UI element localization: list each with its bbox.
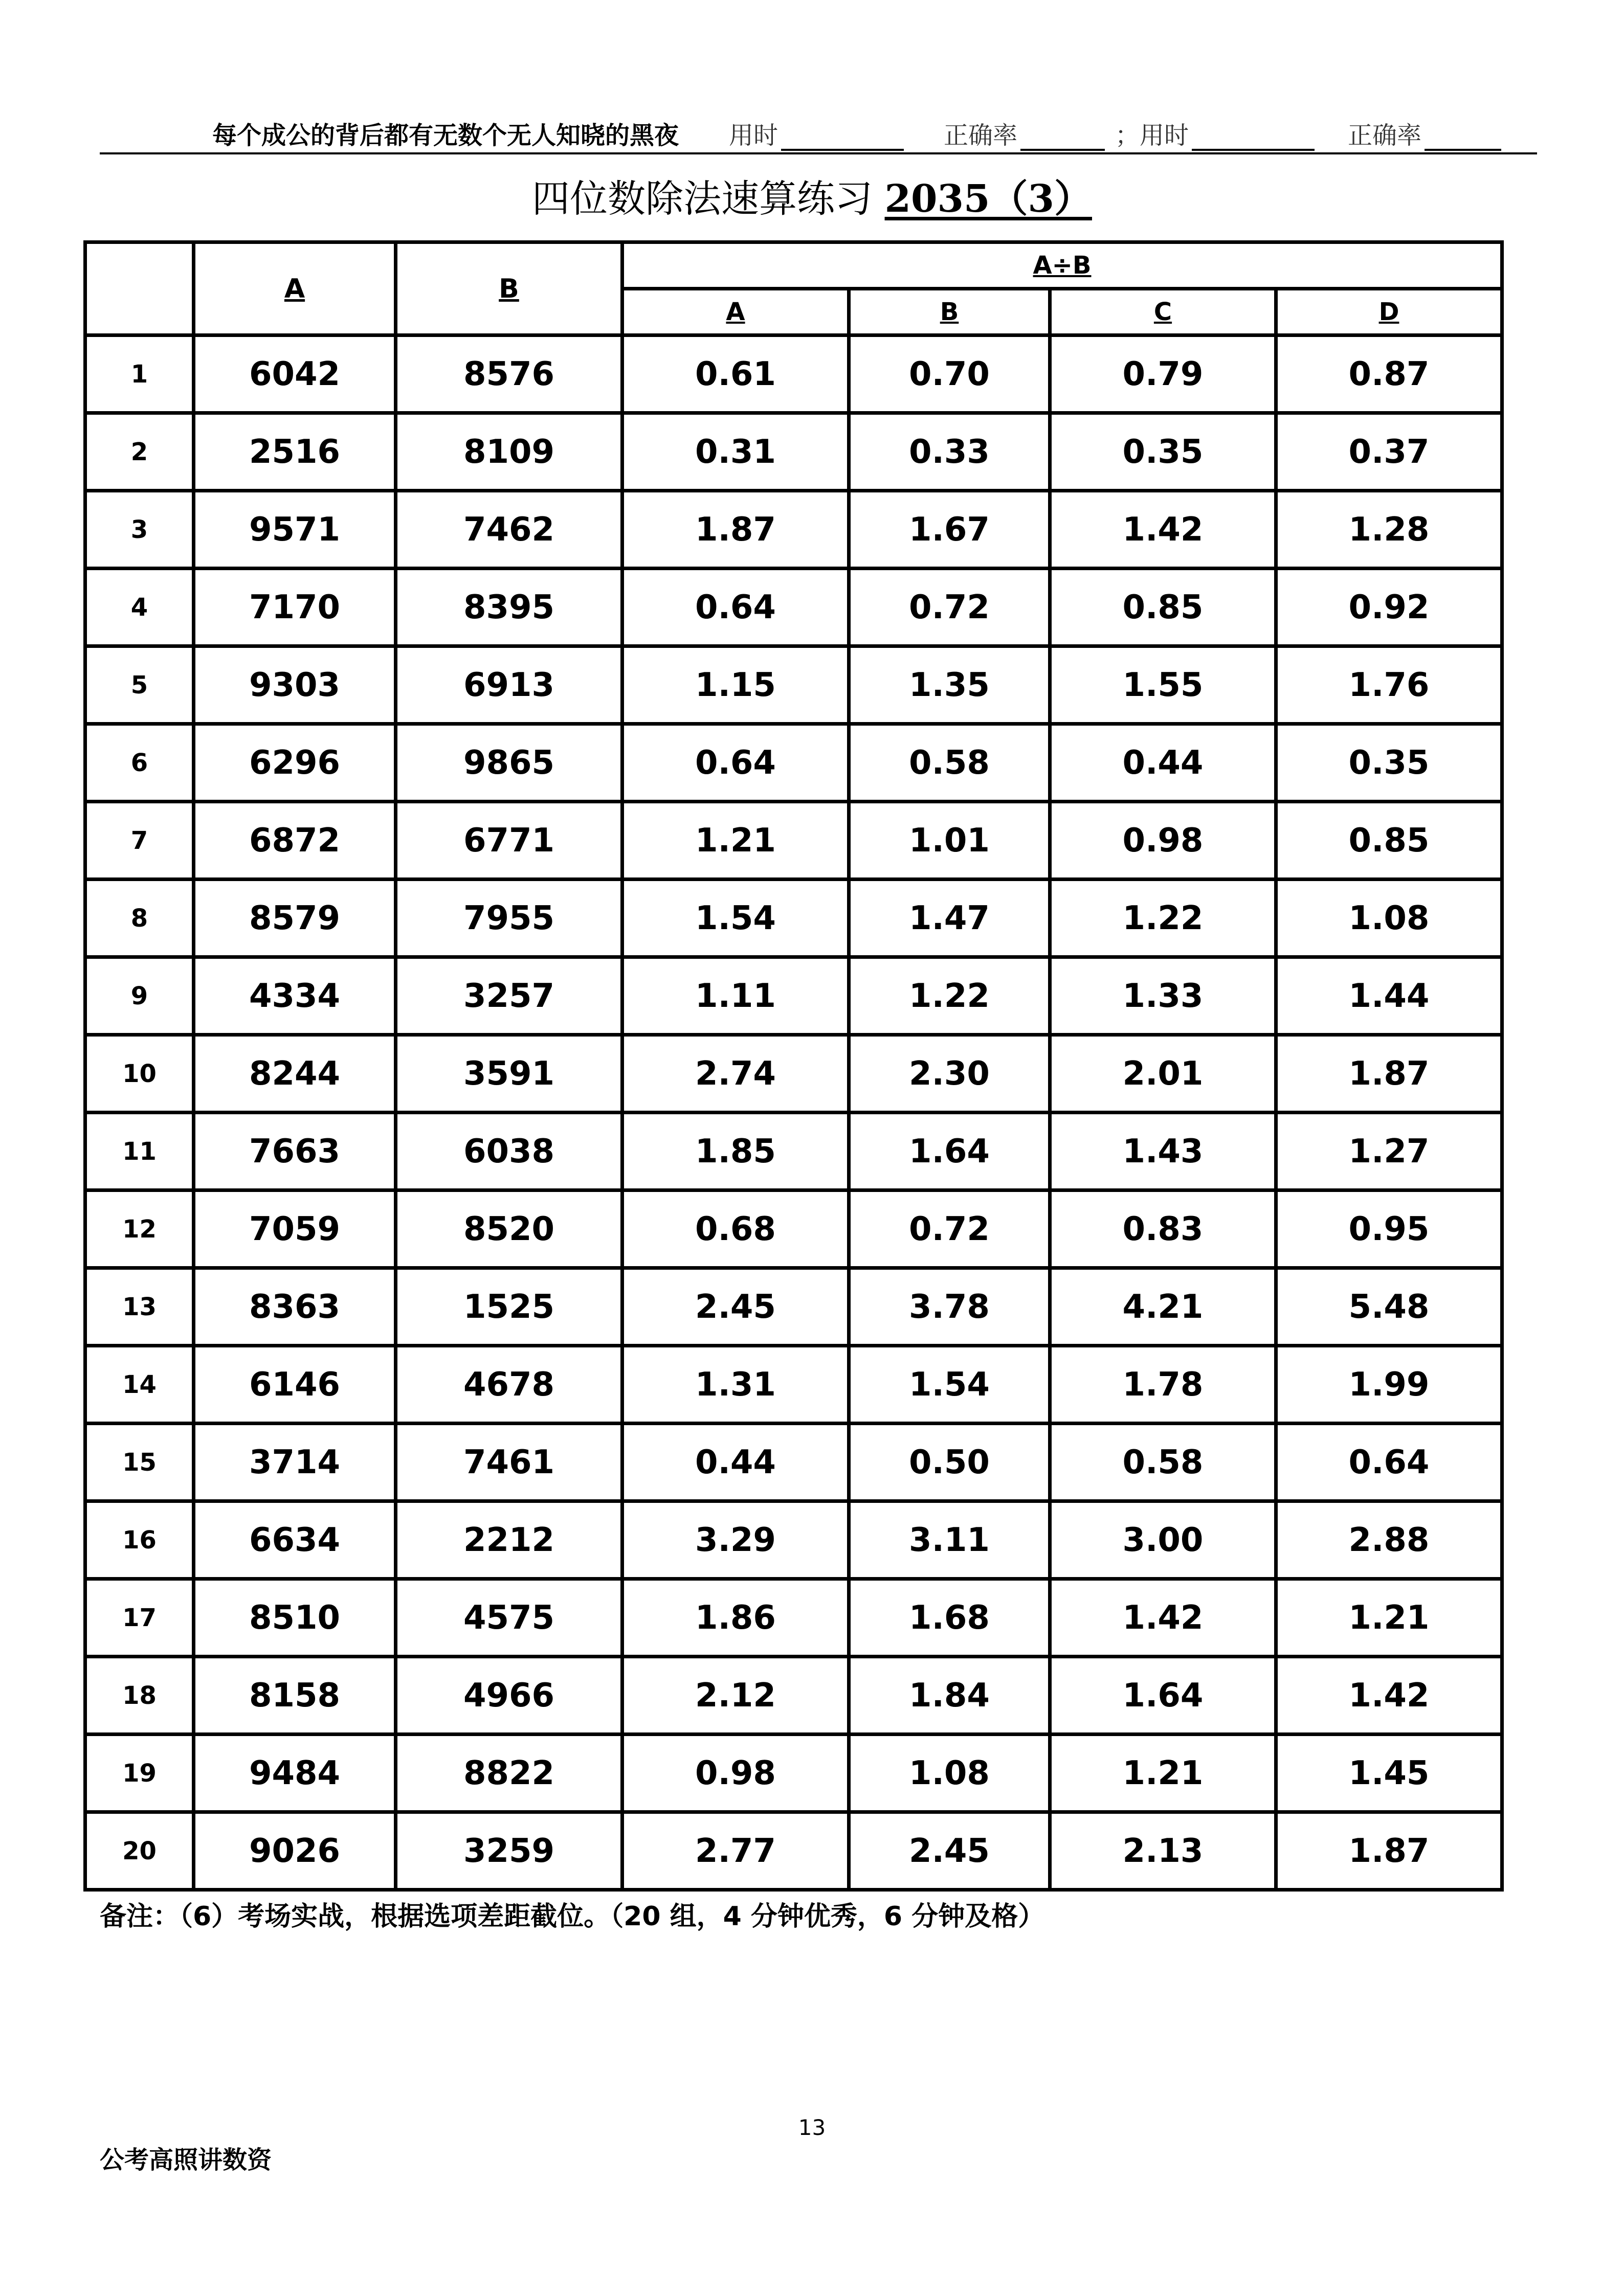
option-b-cell: 1.64 <box>849 1113 1050 1190</box>
option-d-cell: 1.99 <box>1276 1346 1502 1424</box>
divisor-cell: 3591 <box>396 1035 622 1113</box>
row-index: 2 <box>85 413 194 491</box>
dividend-cell: 6634 <box>194 1501 396 1579</box>
option-c-cell: 1.64 <box>1050 1657 1276 1735</box>
option-b-cell: 2.45 <box>849 1812 1050 1890</box>
divisor-cell: 7955 <box>396 880 622 957</box>
table-row <box>85 569 1502 646</box>
table-row <box>85 1190 1502 1268</box>
option-a-cell: 0.31 <box>622 413 849 491</box>
page-title <box>0 169 1624 223</box>
row-index: 6 <box>85 724 194 802</box>
row-index: 10 <box>85 1035 194 1113</box>
row-index: 19 <box>85 1735 194 1812</box>
dividend-cell: 6872 <box>194 802 396 880</box>
option-a-cell: 2.45 <box>622 1268 849 1346</box>
page-header <box>100 111 1537 154</box>
divisor-cell: 9865 <box>396 724 622 802</box>
option-c-cell: 1.43 <box>1050 1113 1276 1190</box>
option-c-cell: 1.33 <box>1050 957 1276 1035</box>
table-row <box>85 1268 1502 1346</box>
option-d-cell: 0.85 <box>1276 802 1502 880</box>
divisor-cell: 7461 <box>396 1424 622 1501</box>
row-index: 14 <box>85 1346 194 1424</box>
option-d-cell: 1.45 <box>1276 1735 1502 1812</box>
option-a-cell: 1.31 <box>622 1346 849 1424</box>
option-b-cell: 0.70 <box>849 335 1050 413</box>
time-field-2 <box>1115 116 1315 151</box>
option-d-cell: 1.28 <box>1276 491 1502 569</box>
option-d-cell: 1.08 <box>1276 880 1502 957</box>
option-c-cell: 1.21 <box>1050 1735 1276 1812</box>
option-c-cell: 2.13 <box>1050 1812 1276 1890</box>
option-d-cell: 0.64 <box>1276 1424 1502 1501</box>
time-blank-2[interactable] <box>1192 125 1315 151</box>
option-d-cell: 0.92 <box>1276 569 1502 646</box>
table-row <box>85 646 1502 724</box>
table-row <box>85 1035 1502 1113</box>
divisor-cell: 3257 <box>396 957 622 1035</box>
option-b-cell: 1.54 <box>849 1346 1050 1424</box>
row-index: 13 <box>85 1268 194 1346</box>
option-b-cell: 0.33 <box>849 413 1050 491</box>
option-a-cell: 1.85 <box>622 1113 849 1190</box>
option-b-header: B <box>849 289 1050 335</box>
table-row <box>85 957 1502 1035</box>
row-index: 1 <box>85 335 194 413</box>
option-b-cell: 0.58 <box>849 724 1050 802</box>
option-b-cell: 1.84 <box>849 1657 1050 1735</box>
header-row-1 <box>85 242 1502 289</box>
option-b-cell: 1.08 <box>849 1735 1050 1812</box>
footer-text: 公考高照讲数资 <box>100 2146 272 2174</box>
option-d-cell: 1.42 <box>1276 1657 1502 1735</box>
option-a-cell: 0.64 <box>622 569 849 646</box>
option-a-cell: 0.44 <box>622 1424 849 1501</box>
dividend-cell: 8510 <box>194 1579 396 1657</box>
option-a-cell: 2.12 <box>622 1657 849 1735</box>
option-a-cell: 2.77 <box>622 1812 849 1890</box>
dividend-cell: 8363 <box>194 1268 396 1346</box>
divisor-cell: 6913 <box>396 646 622 724</box>
col-b-header: B <box>396 242 622 335</box>
dividend-cell: 9571 <box>194 491 396 569</box>
dividend-cell: 4334 <box>194 957 396 1035</box>
option-a-cell: 1.86 <box>622 1579 849 1657</box>
divisor-cell: 8109 <box>396 413 622 491</box>
option-b-cell: 3.11 <box>849 1501 1050 1579</box>
dividend-cell: 9484 <box>194 1735 396 1812</box>
accuracy-blank-1[interactable] <box>1020 125 1105 151</box>
option-a-cell: 1.11 <box>622 957 849 1035</box>
option-d-cell: 0.35 <box>1276 724 1502 802</box>
option-a-cell: 0.68 <box>622 1190 849 1268</box>
time-field-1 <box>729 116 904 151</box>
option-c-cell: 1.42 <box>1050 1579 1276 1657</box>
row-index: 16 <box>85 1501 194 1579</box>
division-table <box>83 240 1504 1892</box>
option-b-cell: 1.35 <box>849 646 1050 724</box>
option-d-cell: 0.37 <box>1276 413 1502 491</box>
dividend-cell: 7663 <box>194 1113 396 1190</box>
option-d-cell: 2.88 <box>1276 1501 1502 1579</box>
row-index: 8 <box>85 880 194 957</box>
divisor-cell: 8576 <box>396 335 622 413</box>
option-c-cell: 1.78 <box>1050 1346 1276 1424</box>
dividend-cell: 8579 <box>194 880 396 957</box>
row-index: 4 <box>85 569 194 646</box>
option-b-cell: 1.22 <box>849 957 1050 1035</box>
option-c-cell: 1.42 <box>1050 491 1276 569</box>
option-d-cell: 1.44 <box>1276 957 1502 1035</box>
option-c-cell: 1.22 <box>1050 880 1276 957</box>
time-label-2: ；用时 <box>1115 121 1189 150</box>
option-a-header: A <box>622 289 849 335</box>
option-a-cell: 3.29 <box>622 1501 849 1579</box>
divisor-cell: 2212 <box>396 1501 622 1579</box>
table-row <box>85 1579 1502 1657</box>
divisor-cell: 1525 <box>396 1268 622 1346</box>
option-d-cell: 0.87 <box>1276 335 1502 413</box>
option-b-cell: 0.72 <box>849 1190 1050 1268</box>
divisor-cell: 8395 <box>396 569 622 646</box>
dividend-cell: 3714 <box>194 1424 396 1501</box>
dividend-cell: 6146 <box>194 1346 396 1424</box>
option-c-cell: 0.79 <box>1050 335 1276 413</box>
option-d-cell: 1.87 <box>1276 1812 1502 1890</box>
option-a-cell: 1.87 <box>622 491 849 569</box>
option-c-cell: 3.00 <box>1050 1501 1276 1579</box>
table-row <box>85 1812 1502 1890</box>
option-b-cell: 1.47 <box>849 880 1050 957</box>
option-c-cell: 0.35 <box>1050 413 1276 491</box>
accuracy-blank-2[interactable] <box>1425 125 1501 151</box>
row-index: 15 <box>85 1424 194 1501</box>
accuracy-field-1 <box>944 116 1105 151</box>
option-c-cell: 0.98 <box>1050 802 1276 880</box>
table-row <box>85 413 1502 491</box>
option-d-cell: 1.76 <box>1276 646 1502 724</box>
table-row <box>85 1346 1502 1424</box>
header-motto: 每个成公的背后都有无数个无人知晓的黑夜 <box>212 121 679 150</box>
option-a-cell: 0.64 <box>622 724 849 802</box>
table-row <box>85 1657 1502 1735</box>
table-row <box>85 491 1502 569</box>
divisor-cell: 4575 <box>396 1579 622 1657</box>
option-b-cell: 2.30 <box>849 1035 1050 1113</box>
option-c-cell: 0.44 <box>1050 724 1276 802</box>
option-c-header: C <box>1050 289 1276 335</box>
option-a-cell: 0.61 <box>622 335 849 413</box>
table-row <box>85 724 1502 802</box>
row-index: 20 <box>85 1812 194 1890</box>
option-b-cell: 1.68 <box>849 1579 1050 1657</box>
remarks-note: 备注：（6）考场实战，根据选项差距截位。（20 组，4 分钟优秀，6 分钟及格） <box>100 1901 1045 1932</box>
option-a-cell: 1.21 <box>622 802 849 880</box>
option-d-cell: 0.95 <box>1276 1190 1502 1268</box>
table-row <box>85 335 1502 413</box>
dividend-cell: 2516 <box>194 413 396 491</box>
divisor-cell: 8822 <box>396 1735 622 1812</box>
dividend-cell: 8244 <box>194 1035 396 1113</box>
divisor-cell: 6771 <box>396 802 622 880</box>
option-c-cell: 2.01 <box>1050 1035 1276 1113</box>
table-row <box>85 880 1502 957</box>
option-c-cell: 1.55 <box>1050 646 1276 724</box>
quotient-group-header: A÷B <box>622 242 1502 289</box>
option-d-cell: 1.87 <box>1276 1035 1502 1113</box>
dividend-cell: 6296 <box>194 724 396 802</box>
title-number: 2035（3） <box>884 177 1092 221</box>
title-text: 四位数除法速算练习 <box>532 177 873 221</box>
dividend-cell: 7059 <box>194 1190 396 1268</box>
option-c-cell: 0.83 <box>1050 1190 1276 1268</box>
option-c-cell: 4.21 <box>1050 1268 1276 1346</box>
dividend-cell: 9303 <box>194 646 396 724</box>
row-index: 5 <box>85 646 194 724</box>
option-b-cell: 0.50 <box>849 1424 1050 1501</box>
index-header <box>85 242 194 335</box>
option-a-cell: 0.98 <box>622 1735 849 1812</box>
option-b-cell: 1.67 <box>849 491 1050 569</box>
option-c-cell: 0.58 <box>1050 1424 1276 1501</box>
time-blank-1[interactable] <box>781 125 904 151</box>
row-index: 11 <box>85 1113 194 1190</box>
dividend-cell: 8158 <box>194 1657 396 1735</box>
table-row <box>85 802 1502 880</box>
option-a-cell: 1.54 <box>622 880 849 957</box>
table-row <box>85 1501 1502 1579</box>
divisor-cell: 8520 <box>396 1190 622 1268</box>
row-index: 17 <box>85 1579 194 1657</box>
table-row <box>85 1735 1502 1812</box>
divisor-cell: 7462 <box>396 491 622 569</box>
dividend-cell: 9026 <box>194 1812 396 1890</box>
table-row <box>85 1424 1502 1501</box>
accuracy-label-2: 正确率 <box>1348 121 1422 150</box>
dividend-cell: 7170 <box>194 569 396 646</box>
option-d-cell: 1.21 <box>1276 1579 1502 1657</box>
option-c-cell: 0.85 <box>1050 569 1276 646</box>
accuracy-field-2 <box>1348 116 1501 151</box>
option-d-header: D <box>1276 289 1502 335</box>
option-a-cell: 1.15 <box>622 646 849 724</box>
row-index: 9 <box>85 957 194 1035</box>
row-index: 3 <box>85 491 194 569</box>
divisor-cell: 3259 <box>396 1812 622 1890</box>
col-a-header: A <box>194 242 396 335</box>
row-index: 7 <box>85 802 194 880</box>
option-b-cell: 3.78 <box>849 1268 1050 1346</box>
option-b-cell: 0.72 <box>849 569 1050 646</box>
option-a-cell: 2.74 <box>622 1035 849 1113</box>
divisor-cell: 4678 <box>396 1346 622 1424</box>
option-d-cell: 1.27 <box>1276 1113 1502 1190</box>
row-index: 18 <box>85 1657 194 1735</box>
divisor-cell: 4966 <box>396 1657 622 1735</box>
option-d-cell: 5.48 <box>1276 1268 1502 1346</box>
accuracy-label-1: 正确率 <box>944 121 1018 150</box>
page-number: 13 <box>798 2115 826 2140</box>
divisor-cell: 6038 <box>396 1113 622 1190</box>
table-row <box>85 1113 1502 1190</box>
dividend-cell: 6042 <box>194 335 396 413</box>
option-b-cell: 1.01 <box>849 802 1050 880</box>
row-index: 12 <box>85 1190 194 1268</box>
time-label-1: 用时 <box>729 121 778 150</box>
